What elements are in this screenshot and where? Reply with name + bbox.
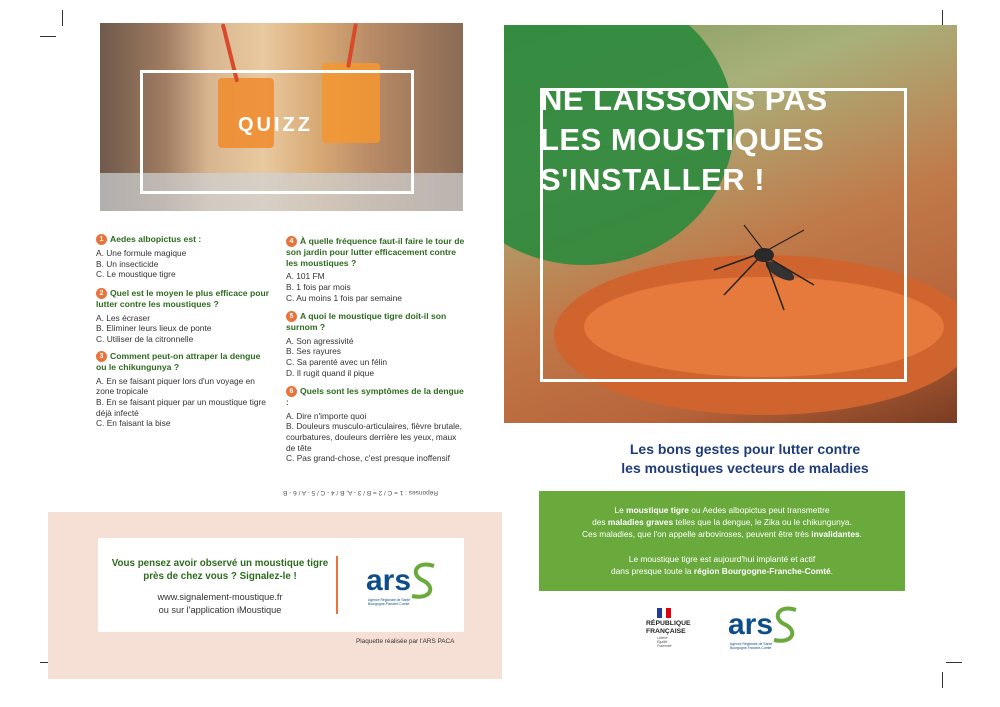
answers-key: Réponses : 1 = C / 2 = B / 3 - A, B / 4 - C / 5 - A / 6 - B [283, 489, 438, 496]
rf-line: FRANÇAISE [646, 627, 686, 635]
question-title: A quoi le moustique tigre doit-il son surnom ? [286, 311, 447, 333]
ars-logo-right [728, 608, 808, 656]
rf-motto [657, 636, 672, 648]
credit-text: Plaquette réalisée par l'ARS PACA [356, 638, 455, 645]
info-box [539, 491, 905, 591]
question-number: 5 [286, 311, 297, 322]
question-1 [96, 234, 271, 280]
question-number: 6 [286, 386, 297, 397]
crop-mark [40, 36, 56, 37]
answer-option: C. Le moustique tigre [96, 269, 176, 280]
cover-title [540, 80, 828, 200]
separator [336, 556, 338, 614]
cover-title-line: NE LAISSONS PAS [540, 82, 828, 117]
ars-subtitle-line: Agence Régionale de Santé [368, 598, 411, 602]
subtitle [560, 440, 930, 478]
answer-option: A. Une formule magique [96, 248, 187, 259]
question-6 [286, 386, 466, 464]
info-text: dans presque toute la [610, 566, 694, 576]
info-text-bold: moustique tigre [626, 505, 689, 515]
cover-title-line: LES MOUSTIQUES [540, 122, 825, 157]
info-paragraph-2 [539, 553, 905, 577]
straw-shape [346, 23, 358, 68]
crop-mark [946, 662, 962, 663]
answer-option: C. Au moins 1 fois par semaine [286, 292, 402, 303]
answer-option: B. Un insecticide [96, 258, 159, 269]
question-title: À quelle fréquence faut-il faire le tour de son jardin pour lutter efficacement contre les moustiques ? [286, 236, 465, 268]
answer-option: D. Il rugit quand il pique [286, 367, 374, 378]
ars-logo [366, 564, 446, 612]
info-text-bold: région Bourgogne-Franche-Comté [693, 566, 831, 576]
answer-option: C. Utiliser de la citronnelle [96, 334, 194, 345]
question-number: 3 [96, 351, 107, 362]
subtitle-line: les moustiques vecteurs de maladies [621, 460, 869, 476]
signal-website: www.signalement-moustique.fr [157, 592, 283, 602]
info-paragraph-1 [539, 504, 905, 540]
answer-option: A. Les écraser [96, 312, 150, 323]
info-text: Le [614, 505, 627, 515]
question-5 [286, 311, 466, 378]
quiz-label: QUIZZ [238, 114, 313, 136]
info-text: telles que la dengue, le Zika ou le chikungunya. [673, 517, 852, 527]
signal-title: Vous pensez avoir observé un moustique tigre près de chez vous ? Signalez-le ! [111, 558, 329, 582]
answer-option: B. Douleurs musculo-articulaires, fièvre brutale, courbatures, douleurs derrière les yeux, maux de tête [286, 421, 462, 453]
answer-option: C. En faisant la bise [96, 418, 171, 429]
ars-subtitle-line: Agence Régionale de Santé [730, 642, 773, 646]
question-title: Quels sont les symptômes de la dengue : [286, 386, 464, 408]
ars-swoosh-icon [768, 604, 802, 646]
rf-motto-line: Égalité [657, 640, 668, 644]
info-text: ou Aedes albopictus peut transmettre [688, 505, 830, 515]
info-text: . [830, 566, 833, 576]
answer-option: A. En se faisant piquer lors d'un voyage en zone tropicale [96, 375, 255, 397]
republique-francaise [646, 620, 691, 635]
answer-option: C. Sa parenté avec un félin [286, 357, 388, 368]
signal-body [104, 591, 336, 617]
answer-option: A. 101 FM [286, 271, 325, 282]
subtitle-line: Les bons gestes pour lutter contre [629, 441, 861, 457]
ars-logo-text: ars [728, 608, 774, 641]
info-text-bold: invalidantes [811, 529, 860, 539]
ars-logo-text: ars [366, 564, 412, 597]
ars-subtitle-line: Bourgogne-Franche-Comté [730, 646, 772, 650]
info-text: Ces maladies, que l'on appelle arboviroses, peuvent être très [582, 529, 812, 539]
answer-option: B. 1 fois par mois [286, 282, 351, 293]
signal-app: ou sur l'application iMoustique [158, 605, 282, 615]
ars-subtitle [730, 642, 772, 650]
question-title: Comment peut-on attraper la dengue ou le chikungunya ? [96, 351, 261, 373]
crop-mark [942, 10, 943, 26]
answer-option: B. En se faisant piquer par un moustique tigre déjà infecté [96, 397, 266, 418]
info-text: Le moustique tigre est aujourd'hui implanté et actif [628, 554, 816, 564]
cover-title-line: S'INSTALLER ! [540, 162, 766, 197]
question-number: 4 [286, 236, 297, 247]
answer-option: B. Ses rayures [286, 346, 341, 357]
rf-motto-line: Fraternité [657, 644, 672, 648]
answer-option: B. Eliminer leurs lieux de ponte [96, 323, 212, 334]
question-2 [96, 288, 271, 345]
info-text-bold: maladies graves [607, 517, 674, 527]
ars-subtitle-line: Bourgogne-Franche-Comté [368, 602, 410, 606]
crop-mark [62, 10, 63, 26]
question-number: 2 [96, 288, 107, 299]
rf-line: RÉPUBLIQUE [646, 620, 691, 627]
marianne-logo-icon [657, 608, 671, 618]
question-title: Quel est le moyen le plus efficace pour lutter contre les moustiques ? [96, 288, 270, 310]
answer-option: A. Dire n'importe quoi [286, 410, 367, 421]
question-4 [286, 236, 466, 303]
answer-option: A. Son agressivité [286, 335, 354, 346]
ars-subtitle [368, 598, 410, 606]
answer-option: C. Pas grand-chose, c'est presque inoffensif [286, 453, 450, 464]
ars-swoosh-icon [406, 560, 440, 602]
info-text: des [592, 517, 608, 527]
rf-motto-line: Liberté [657, 636, 668, 640]
question-number: 1 [96, 234, 107, 245]
info-text: . [859, 529, 862, 539]
question-title: Aedes albopictus est : [110, 234, 202, 244]
question-3 [96, 351, 271, 429]
crop-mark [942, 672, 943, 688]
